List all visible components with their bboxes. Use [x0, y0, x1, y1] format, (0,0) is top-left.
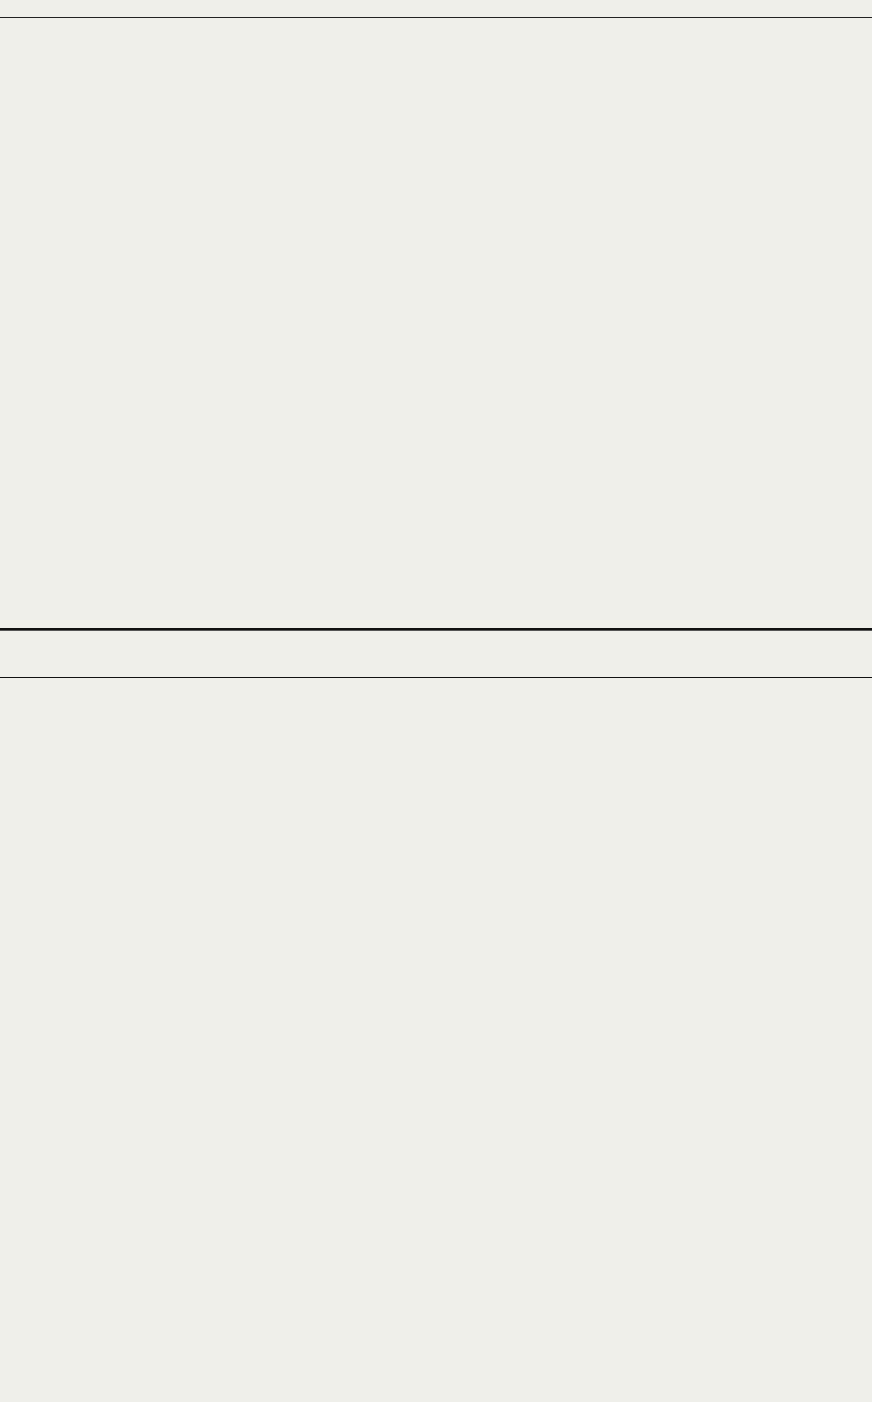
masthead	[0, 0, 872, 18]
service-guide-section	[0, 680, 872, 1402]
home-service-guide-banner	[0, 628, 872, 678]
help-wanted-section	[0, 20, 872, 626]
banner-deadlines	[0, 630, 872, 631]
